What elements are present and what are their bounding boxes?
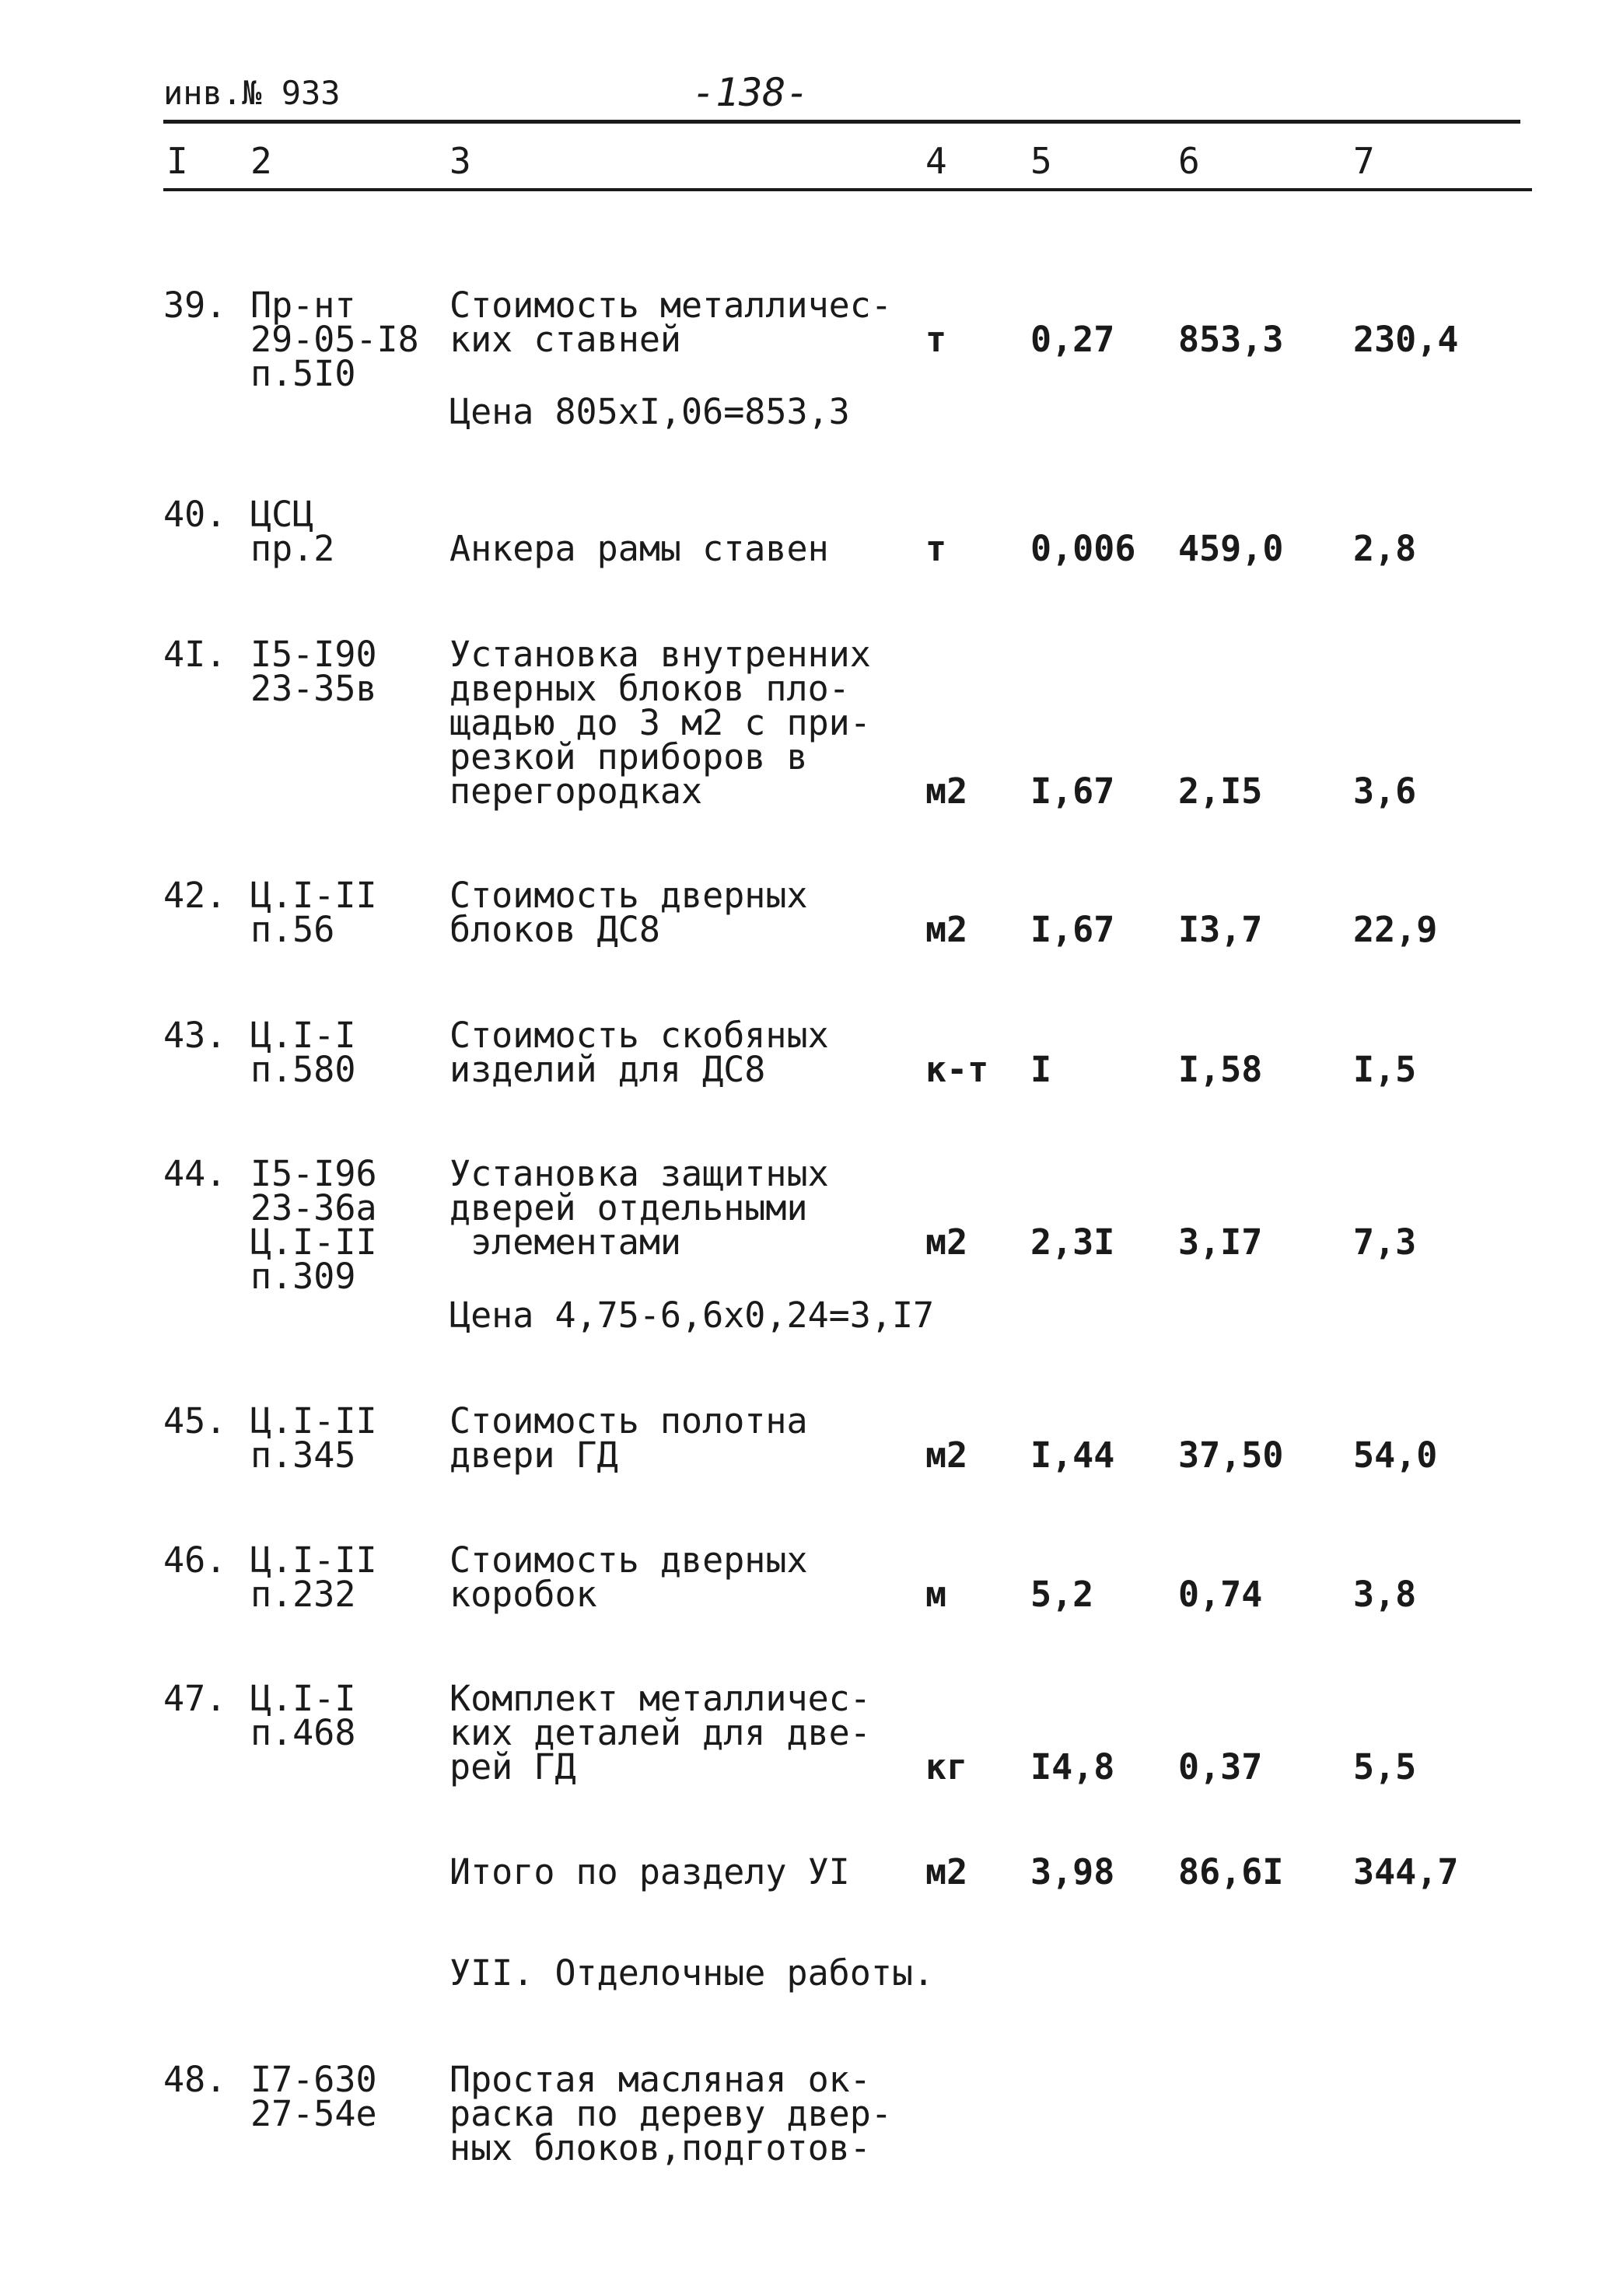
row-number: 4I. — [163, 634, 227, 675]
row-unit-price: I3,7 — [1178, 909, 1263, 950]
row-description-line: щадью до 3 м2 с при- — [449, 702, 871, 743]
row-price-note: Цена 4,75-6,6x0,24=3,I7 — [449, 1295, 935, 1336]
row-code-line: ЦСЦ — [250, 494, 314, 535]
row-quantity: I — [1030, 1049, 1052, 1090]
row-unit-price: 0,74 — [1178, 1574, 1263, 1615]
row-code-line: 29-05-I8 — [250, 319, 419, 360]
column-header-5: 5 — [1030, 140, 1052, 182]
subtotal-label: Итого по разделу УI — [449, 1851, 850, 1892]
row-unit: м2 — [925, 909, 968, 950]
row-code-line: Ц.I-II — [250, 1400, 377, 1442]
row-quantity: 2,3I — [1030, 1221, 1115, 1263]
column-header-7: 7 — [1353, 140, 1375, 182]
row-quantity: 0,27 — [1030, 319, 1115, 360]
row-description-line: блоков ДС8 — [449, 909, 660, 950]
row-quantity: I,67 — [1030, 909, 1115, 950]
row-total: 22,9 — [1353, 909, 1438, 950]
row-total: 5,5 — [1353, 1746, 1417, 1788]
row-description-line: двери ГД — [449, 1435, 618, 1476]
row-quantity: 0,006 — [1030, 528, 1136, 569]
row-code-line: п.56 — [250, 909, 335, 950]
row-unit-price: 0,37 — [1178, 1746, 1263, 1788]
row-total: 7,3 — [1353, 1221, 1417, 1263]
row-unit: к-т — [925, 1049, 989, 1090]
row-unit-price: 3,I7 — [1178, 1221, 1263, 1263]
column-header-rule — [163, 188, 1532, 191]
row-unit: м2 — [925, 771, 968, 812]
row-code-line: 27-54е — [250, 2093, 377, 2134]
row-number: 45. — [163, 1400, 227, 1442]
row-description-line: Стоимость дверных — [449, 1539, 808, 1581]
row-number: 48. — [163, 2059, 227, 2100]
row-description-line: Анкера рамы ставен — [449, 528, 829, 569]
row-description-line: Комплект металличес- — [449, 1678, 871, 1719]
row-description-line: дверных блоков пло- — [449, 668, 850, 709]
row-code-line: п.345 — [250, 1435, 356, 1476]
row-total: 3,6 — [1353, 771, 1417, 812]
column-header-6: 6 — [1178, 140, 1200, 182]
subtotal-quantity: 3,98 — [1030, 1851, 1115, 1892]
row-unit-price: 2,I5 — [1178, 771, 1263, 812]
section-heading: УII. Отделочные работы. — [449, 1952, 935, 1994]
row-number: 40. — [163, 494, 227, 535]
row-code-line: Ц.I-II — [250, 1221, 377, 1263]
row-number: 47. — [163, 1678, 227, 1719]
row-unit-price: 853,3 — [1178, 319, 1284, 360]
row-code-line: I7-630 — [250, 2059, 377, 2100]
row-unit-price: 459,0 — [1178, 528, 1284, 569]
row-number: 46. — [163, 1539, 227, 1581]
header-rule — [163, 120, 1520, 124]
row-description-line: ких ставней — [449, 319, 682, 360]
row-description-line: изделий для ДС8 — [449, 1049, 766, 1090]
row-number: 39. — [163, 285, 227, 326]
row-quantity: I4,8 — [1030, 1746, 1115, 1788]
row-code-line: п.468 — [250, 1712, 356, 1753]
row-code-line: Ц.I-I — [250, 1015, 356, 1056]
row-number: 43. — [163, 1015, 227, 1056]
row-description-line: дверей отдельными — [449, 1187, 808, 1228]
column-header-1: I — [166, 140, 188, 182]
row-number: 44. — [163, 1153, 227, 1194]
row-description-line: ких деталей для две- — [449, 1712, 871, 1753]
page-number: -138- — [692, 70, 810, 115]
row-unit-price: 37,50 — [1178, 1435, 1284, 1476]
row-code-line: Ц.I-I — [250, 1678, 356, 1719]
row-code-line: Пр-нт — [250, 285, 356, 326]
row-code-line: I5-I96 — [250, 1153, 377, 1194]
row-description-line: раска по дереву двер- — [449, 2093, 892, 2134]
row-description-line: Стоимость полотна — [449, 1400, 808, 1442]
row-code-line: 23-36а — [250, 1187, 377, 1228]
subtotal-unit: м2 — [925, 1851, 968, 1892]
row-quantity: 5,2 — [1030, 1574, 1094, 1615]
row-description-line: элементами — [449, 1221, 682, 1263]
subtotal-unit-price: 86,6I — [1178, 1851, 1284, 1892]
row-description-line: Установка внутренних — [449, 634, 871, 675]
row-unit: м2 — [925, 1435, 968, 1476]
row-unit: т — [925, 528, 947, 569]
column-header-2: 2 — [250, 140, 272, 182]
row-code-line: Ц.I-II — [250, 875, 377, 916]
row-total: 54,0 — [1353, 1435, 1438, 1476]
subtotal-total: 344,7 — [1353, 1851, 1459, 1892]
row-code-line: I5-I90 — [250, 634, 377, 675]
column-header-4: 4 — [925, 140, 947, 182]
row-price-note: Цена 805xI,06=853,3 — [449, 391, 850, 432]
row-unit: т — [925, 319, 947, 360]
row-unit: кг — [925, 1746, 968, 1788]
row-unit-price: I,58 — [1178, 1049, 1263, 1090]
row-code-line: пр.2 — [250, 528, 335, 569]
row-total: I,5 — [1353, 1049, 1417, 1090]
row-total: 230,4 — [1353, 319, 1459, 360]
row-total: 3,8 — [1353, 1574, 1417, 1615]
row-unit: м2 — [925, 1221, 968, 1263]
row-code-line: п.309 — [250, 1256, 356, 1297]
column-header-3: 3 — [449, 140, 471, 182]
row-code-line: Ц.I-II — [250, 1539, 377, 1581]
row-description-line: Простая масляная ок- — [449, 2059, 871, 2100]
row-description-line: перегородках — [449, 771, 703, 812]
row-unit: м — [925, 1574, 947, 1615]
row-quantity: I,44 — [1030, 1435, 1115, 1476]
row-description-line: ных блоков,подготов- — [449, 2127, 871, 2168]
row-description-line: рей ГД — [449, 1746, 576, 1788]
row-number: 42. — [163, 875, 227, 916]
row-description-line: коробок — [449, 1574, 597, 1615]
row-description-line: Стоимость металличес- — [449, 285, 892, 326]
row-code-line: 23-35в — [250, 668, 377, 709]
row-description-line: Стоимость дверных — [449, 875, 808, 916]
row-description-line: резкой приборов в — [449, 736, 808, 778]
row-description-line: Стоимость скобяных — [449, 1015, 829, 1056]
row-quantity: I,67 — [1030, 771, 1115, 812]
row-description-line: Установка защитных — [449, 1153, 829, 1194]
row-code-line: п.5I0 — [250, 353, 356, 394]
row-total: 2,8 — [1353, 528, 1417, 569]
row-code-line: п.232 — [250, 1574, 356, 1615]
inventory-number: инв.№ 933 — [163, 74, 341, 112]
row-code-line: п.580 — [250, 1049, 356, 1090]
